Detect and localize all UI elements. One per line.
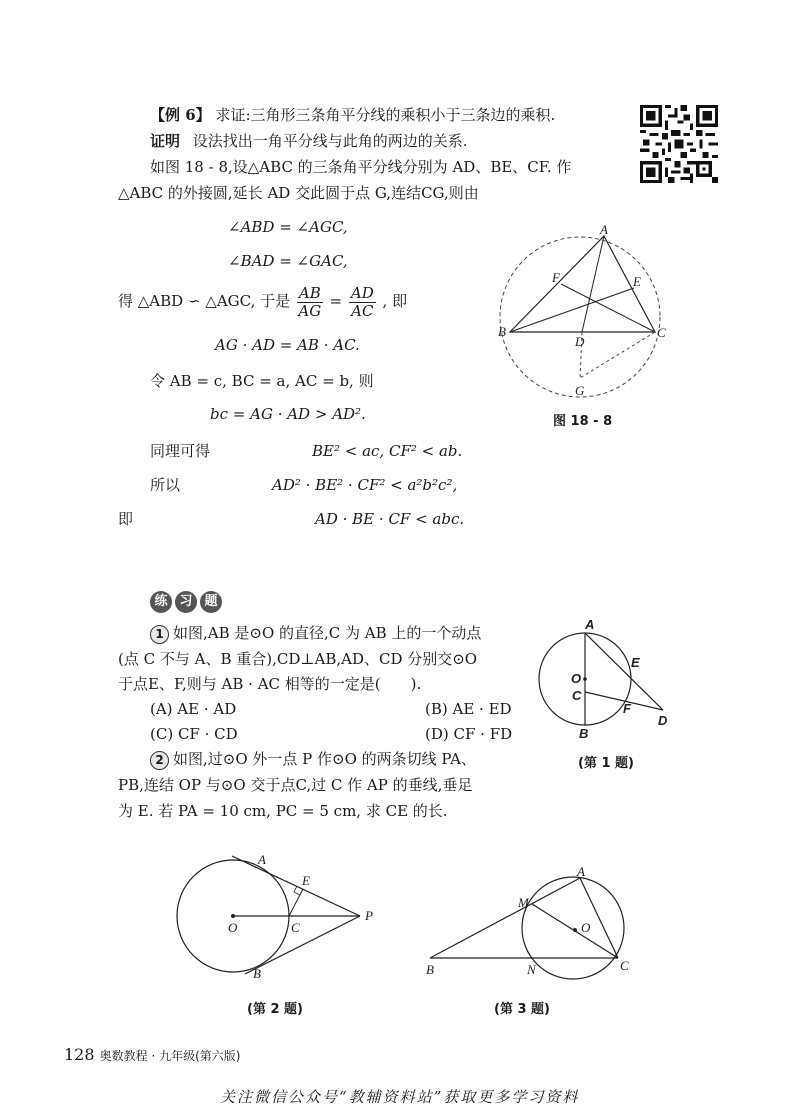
equation-1: ∠ABD = ∠AGC, (228, 218, 348, 236)
segment-ba (430, 878, 580, 958)
exercise-badge-1: 练 (150, 591, 172, 613)
q3-label-b: B (426, 962, 434, 977)
tangent-pb (245, 916, 360, 974)
qr-code (640, 105, 718, 183)
proof-text-line2: △ABC 的外接圆,延长 AD 交此圆于点 G,连结CG,则由 (118, 184, 479, 202)
figure-18-8-caption: 图 18 - 8 (553, 414, 613, 429)
q2-number: 2 (150, 751, 169, 770)
q2-label-e: E (302, 873, 310, 888)
q2-text-1: 如图,过⊙O 外一点 P 作⊙O 的两条切线 PA、 (173, 750, 476, 768)
equation-6: AD² · BE² · CF² < a²b²c², (272, 476, 458, 494)
center-dot (583, 677, 587, 681)
q2-caption: (第 2 题) (247, 1002, 303, 1017)
point-a-label: A (600, 222, 608, 237)
q3-label-a: A (577, 864, 585, 879)
q1-label-b: B (579, 726, 589, 741)
fraction-denominator: AC (351, 301, 374, 320)
q1-label-f: F (623, 701, 631, 716)
q2-line2: PB,连结 OP 与⊙O 交于点C,过 C 作 AP 的垂线,垂足 (118, 776, 473, 794)
figure-q1 (535, 612, 685, 742)
equation-5: BE² < ac, CF² < ab. (312, 442, 463, 460)
same-label: 同理可得 (150, 442, 211, 460)
figure-q3 (420, 862, 650, 987)
proof-label: 证明 (150, 132, 181, 150)
bisector-cf (561, 284, 655, 332)
q2-label-c: C (291, 920, 300, 935)
q2-line1 (150, 748, 476, 770)
similarity-prefix: 得 △ABD ∽ △AGC, 于是 (118, 292, 291, 310)
example-statement: 求证:三角形三条角平分线的乘积小于三条边的乘积. (215, 106, 556, 124)
q1-option-b: (B) AE · ED (425, 700, 512, 718)
equation-4: bc = AG · AD > AD². (210, 405, 366, 423)
q2-label-p: P (365, 908, 373, 923)
q1-caption: (第 1 题) (578, 756, 634, 771)
figure-18-8 (495, 222, 675, 402)
equation-2: ∠BAD = ∠GAC, (228, 252, 348, 270)
q1-label-d: D (658, 713, 668, 728)
exercise-badge-3: 题 (200, 591, 222, 613)
q1-label-e: E (631, 655, 640, 670)
point-d-label: D (575, 334, 585, 349)
q2-line3: 为 E. 若 PA = 10 cm, PC = 5 cm, 求 CE 的长. (118, 802, 448, 820)
q1-line1 (150, 622, 481, 644)
equation-3: AG · AD = AB · AC. (215, 336, 360, 354)
segment-ad (585, 633, 663, 710)
proof-intro: 设法找出一角平分线与此角的两边的关系. (192, 132, 468, 150)
book-title: 奥数教程 · 九年级(第六版) (99, 1049, 241, 1063)
q2-label-o: O (228, 920, 238, 935)
similarity-suffix: , 即 (382, 292, 408, 310)
q1-number: 1 (150, 625, 169, 644)
promo-banner: 关注微信公众号“教辅资料站”获取更多学习资料 (220, 1088, 580, 1106)
fraction-numerator: AD (350, 283, 374, 302)
q1-option-a: (A) AE · AD (150, 700, 237, 718)
so-label: 所以 (150, 476, 181, 494)
q1-line3: 于点E、F,则与 AB · AC 相等的一定是( ). (118, 675, 422, 693)
bisector-be (510, 288, 634, 332)
segment-cg (580, 332, 655, 378)
point-e-label: E (633, 274, 641, 289)
center-dot (231, 914, 235, 918)
q1-option-c: (C) CF · CD (150, 725, 238, 743)
point-b-label: B (498, 324, 506, 339)
q1-option-d: (D) CF · FD (425, 725, 513, 743)
proof-line (150, 130, 468, 152)
q3-label-m: M (518, 895, 529, 910)
let-line: 令 AB = c, BC = a, AC = b, 则 (150, 372, 374, 390)
fraction-denominator: AG (298, 301, 322, 320)
fraction-numerator: AB (298, 283, 321, 302)
point-f-label: F (552, 270, 560, 285)
figure-q2 (170, 848, 390, 988)
exercise-badge-2: 习 (175, 591, 197, 613)
q2-label-a: A (258, 852, 266, 867)
bisector-ad (582, 236, 604, 332)
tangent-pa (232, 856, 360, 916)
similarity-line (118, 282, 407, 320)
q1-label-o: O (571, 671, 582, 686)
exercise-header (150, 590, 225, 613)
point-c-label: C (657, 325, 666, 340)
proof-text-line1: 如图 18 - 8,设△ABC 的三条角平分线分别为 AD、BE、CF. 作 (150, 158, 572, 176)
q1-line2: (点 C 不与 A、B 重合),CD⊥AB,AD、CD 分别交⊙O (118, 650, 478, 668)
fraction-ab-ag (297, 285, 323, 320)
q3-label-c: C (620, 958, 629, 973)
q1-label-a: A (585, 617, 595, 632)
fraction-ad-ac (349, 285, 376, 320)
q3-label-n: N (527, 962, 536, 977)
ie-label: 即 (118, 510, 134, 528)
page-footer (64, 1045, 240, 1064)
circle-o (522, 877, 624, 979)
q1-text-1: 如图,AB 是⊙O 的直径,C 为 AB 上的一个动点 (173, 624, 482, 642)
center-dot (573, 928, 577, 932)
q3-caption: (第 3 题) (494, 1002, 550, 1017)
q2-label-b: B (253, 966, 261, 981)
point-g-label: G (575, 383, 585, 398)
q3-label-o: O (581, 920, 591, 935)
q1-label-c: C (572, 688, 582, 703)
equation-7: AD · BE · CF < abc. (315, 510, 465, 528)
example-heading (150, 104, 555, 126)
equals-sign: = (329, 292, 343, 310)
example-tag: 【例 6】 (150, 106, 211, 124)
page-number: 128 (64, 1045, 95, 1064)
